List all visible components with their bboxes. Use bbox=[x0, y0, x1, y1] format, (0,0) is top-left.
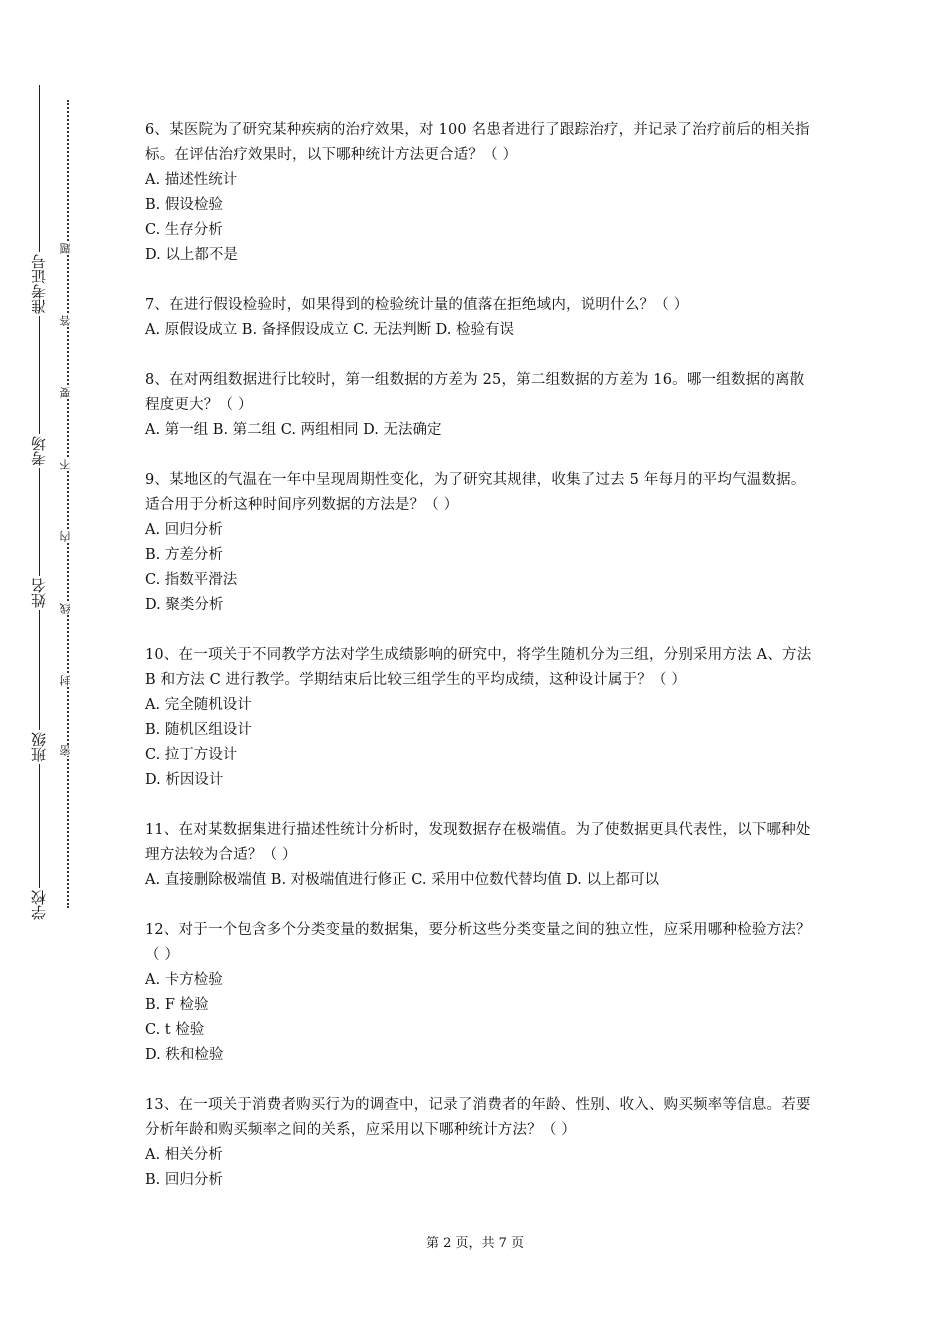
question-13 bbox=[145, 1093, 817, 1193]
question-12 bbox=[145, 918, 817, 1068]
option-c: C. 指数平滑法 bbox=[145, 572, 238, 588]
option-c: C. 生存分析 bbox=[145, 222, 223, 238]
option-b: B. F 检验 bbox=[145, 997, 209, 1013]
binding-field-class: 班级 bbox=[30, 732, 48, 762]
option-a: A. 卡方检验 bbox=[145, 972, 223, 988]
binding-dotted-line bbox=[67, 100, 69, 908]
option-line: A. 直接删除极端值 B. 对极端值进行修正 C. 采用中位数代替均值 D. 以上都可以 bbox=[145, 872, 660, 888]
seal-char-nei: 内 bbox=[59, 531, 72, 542]
question-stem: 13、在一项关于消费者购买行为的调查中，记录了消费者的年龄、性别、收入、购买频率等信息。若要分析年龄和购买频率之间的关系，应采用以下哪种统计方法？（ ） bbox=[145, 1097, 811, 1138]
option-b: B. 方差分析 bbox=[145, 547, 223, 563]
binding-field-exam-number: 准考证号 bbox=[30, 254, 48, 314]
question-stem: 10、在一项关于不同教学方法对学生成绩影响的研究中，将学生随机分为三组，分别采用方法 A、方法 B 和方法 C 进行教学。学期结束后比较三组学生的平均成绩，这种设计属于？（ ） bbox=[145, 647, 812, 688]
question-9 bbox=[145, 468, 817, 618]
option-d: D. 聚类分析 bbox=[145, 597, 224, 613]
seal-char-bu: 不 bbox=[59, 459, 72, 470]
seal-char-mi: 密 bbox=[59, 745, 72, 756]
option-b: B. 假设检验 bbox=[145, 197, 223, 213]
option-c: C. t 检验 bbox=[145, 1022, 205, 1038]
option-b: B. 随机区组设计 bbox=[145, 722, 252, 738]
option-d: D. 析因设计 bbox=[145, 772, 224, 788]
seal-char-yao: 要 bbox=[59, 387, 72, 398]
option-d: D. 秩和检验 bbox=[145, 1047, 224, 1063]
seal-char-feng: 封 bbox=[59, 675, 72, 686]
option-b: B. 回归分析 bbox=[145, 1172, 223, 1188]
question-10 bbox=[145, 643, 817, 793]
option-a: A. 相关分析 bbox=[145, 1147, 223, 1163]
binding-solid-line bbox=[39, 85, 40, 915]
option-d: D. 以上都不是 bbox=[145, 247, 238, 263]
binding-field-exam-room: 考场 bbox=[30, 436, 48, 466]
option-line: A. 原假设成立 B. 备择假设成立 C. 无法判断 D. 检验有误 bbox=[145, 322, 515, 338]
page-footer: 第 2 页，共 7 页 bbox=[425, 1236, 525, 1251]
question-stem: 8、在对两组数据进行比较时，第一组数据的方差为 25，第二组数据的方差为 16。哪一组数据的离散程度更大？（ ） bbox=[145, 372, 805, 413]
binding-strip bbox=[0, 0, 100, 1344]
question-stem: 12、对于一个包含多个分类变量的数据集，要分析这些分类变量之间的独立性，应采用哪种检验方法？（ ） bbox=[145, 922, 811, 963]
question-stem: 7、在进行假设检验时，如果得到的检验统计量的值落在拒绝域内，说明什么？（ ） bbox=[145, 297, 689, 313]
option-a: A. 完全随机设计 bbox=[145, 697, 252, 713]
seal-char-xian: 线 bbox=[59, 603, 72, 614]
seal-char-da: 答 bbox=[59, 315, 72, 326]
binding-field-school: 学校 bbox=[30, 890, 48, 920]
question-stem: 11、在对某数据集进行描述性统计分析时，发现数据存在极端值。为了使数据更具代表性，以下哪种处理方法较为合适？（ ） bbox=[145, 822, 811, 863]
question-11 bbox=[145, 818, 817, 893]
binding-field-name: 姓名 bbox=[30, 578, 48, 608]
option-line: A. 第一组 B. 第二组 C. 两组相同 D. 无法确定 bbox=[145, 422, 442, 438]
question-7 bbox=[145, 293, 817, 343]
question-6 bbox=[145, 118, 817, 268]
seal-char-ti: 题 bbox=[59, 243, 72, 254]
question-8 bbox=[145, 368, 817, 443]
option-a: A. 回归分析 bbox=[145, 522, 223, 538]
question-list bbox=[145, 118, 817, 1218]
option-a: A. 描述性统计 bbox=[145, 172, 238, 188]
question-stem: 9、某地区的气温在一年中呈现周期性变化，为了研究其规律，收集了过去 5 年每月的平均气温数据。适合用于分析这种时间序列数据的方法是？（ ） bbox=[145, 472, 806, 513]
question-stem: 6、某医院为了研究某种疾病的治疗效果，对 100 名患者进行了跟踪治疗，并记录了治疗前后的相关指标。在评估治疗效果时，以下哪种统计方法更合适？（ ） bbox=[145, 122, 810, 163]
option-c: C. 拉丁方设计 bbox=[145, 747, 238, 763]
